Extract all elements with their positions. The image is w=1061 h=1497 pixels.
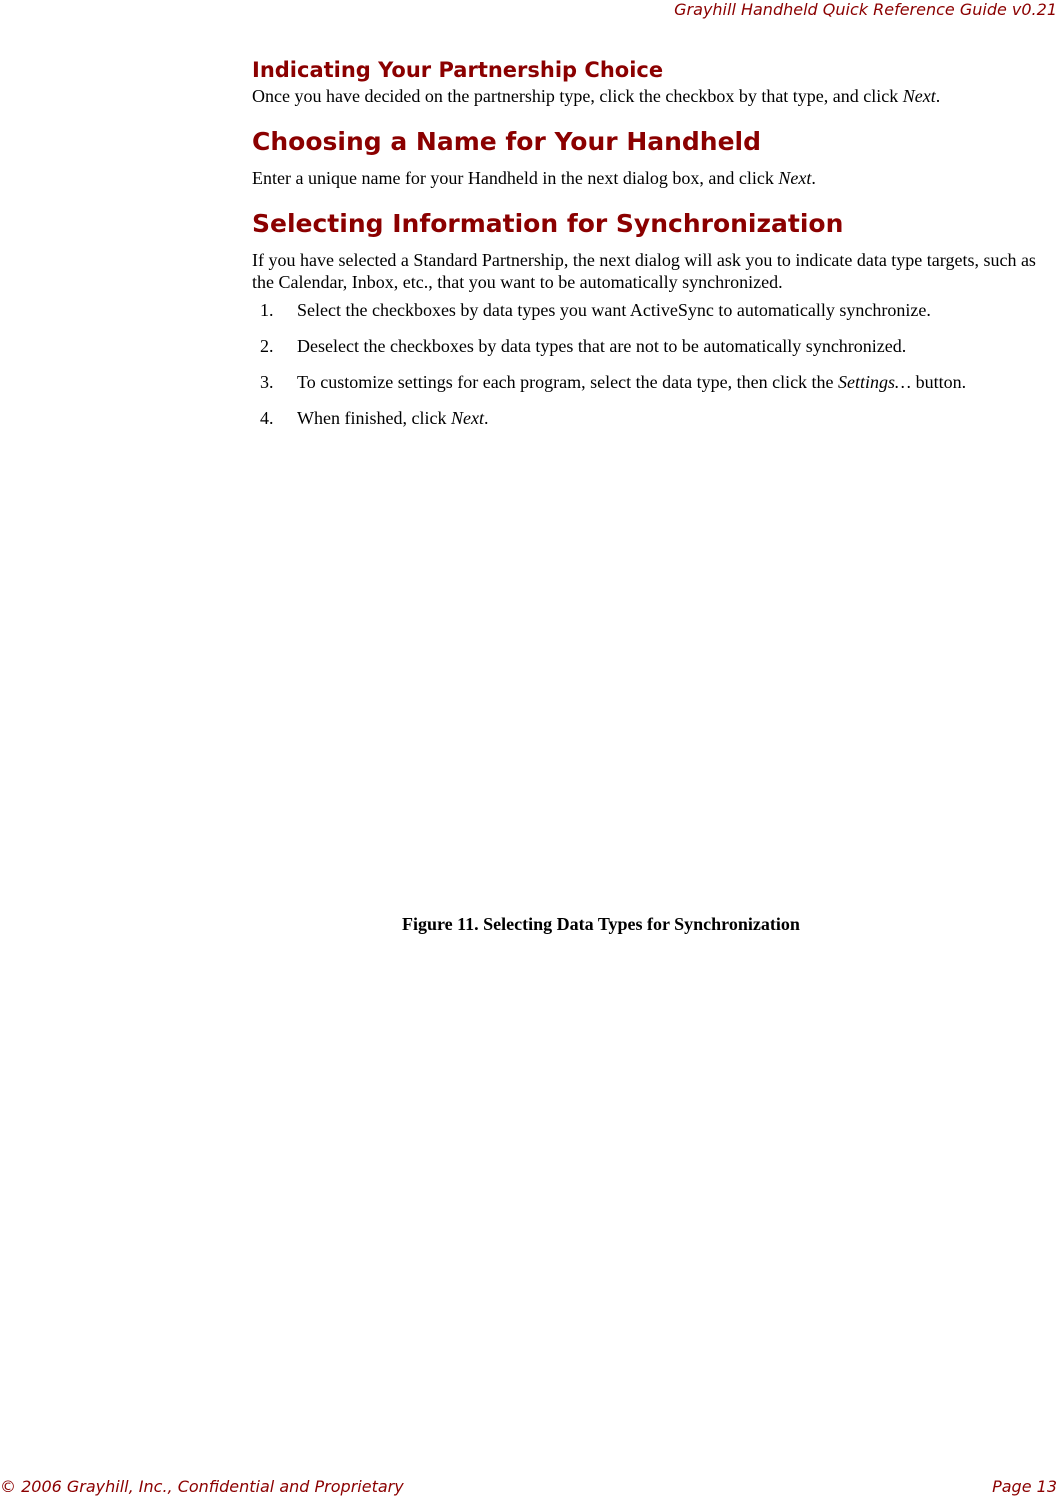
list-item: 3. To customize settings for each program, select the data type, then click the Settings… button.	[260, 372, 967, 393]
paragraph-choosing-name: Enter a unique name for your Handheld in the next dialog box, and click Next.	[252, 168, 816, 189]
step-number: 3.	[260, 372, 274, 393]
list-item: 4. When finished, click Next.	[260, 408, 489, 429]
step-number: 1.	[260, 300, 274, 321]
figure-caption: Figure 11. Selecting Data Types for Synchronization	[402, 914, 800, 934]
steps-list	[252, 299, 1052, 429]
list-item: 1. Select the checkboxes by data types you want ActiveSync to automatically synchronize.	[260, 300, 931, 321]
heading-choosing-name: Choosing a Name for Your Handheld	[252, 127, 762, 157]
list-item: 2. Deselect the checkboxes by data types that are not to be automatically synchronized.	[260, 336, 907, 357]
heading-partnership-choice: Indicating Your Partnership Choice	[252, 58, 664, 82]
paragraph-selecting-information: If you have selected a Standard Partnership, the next dialog will ask you to indicate data type targets, such as the Calendar, Inbox, etc., that you want to be automatically synchronized.	[252, 250, 1036, 293]
paragraph-partnership-choice: Once you have decided on the partnership type, click the checkbox by that type, and click Next.	[252, 86, 941, 107]
step-number: 4.	[260, 408, 274, 429]
heading-selecting-information: Selecting Information for Synchronization	[252, 209, 844, 239]
page-header: Grayhill Handheld Quick Reference Guide v0.21	[674, 0, 1057, 19]
footer-copyright: © 2006 Grayhill, Inc., Confidential and Proprietary	[0, 1477, 404, 1496]
document-body	[252, 58, 1052, 443]
step-number: 2.	[260, 336, 274, 357]
footer-page-number: Page 13	[992, 1477, 1057, 1496]
